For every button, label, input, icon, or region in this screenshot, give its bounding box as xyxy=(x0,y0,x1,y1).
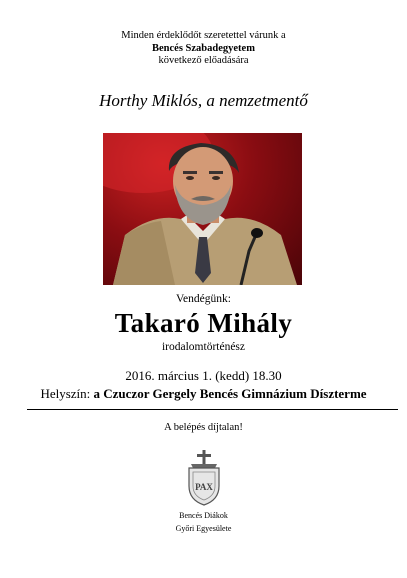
guest-role: irodalomtörténész xyxy=(161,341,246,353)
place-label: Helyszín: xyxy=(40,386,91,401)
entry-note: A belépés díjtalan! xyxy=(164,422,243,433)
place-name: a Czuczor Gergely Bencés Gimnázium Díszterme xyxy=(93,386,367,401)
event-date: 2016. március 1. (kedd) 18.30 xyxy=(125,368,282,383)
guest-name: Takaró Mihály xyxy=(114,308,293,338)
invitation-text xyxy=(0,30,407,68)
organizer-logo xyxy=(185,450,223,506)
guest-label: Vendégünk: xyxy=(176,293,231,305)
lecture-title: Horthy Miklós, a nemzetmentő xyxy=(99,91,308,110)
invitation-line-1: Minden érdeklődőt szeretettel várunk a xyxy=(121,30,286,41)
divider-line xyxy=(27,409,398,410)
organizer-line-2: Győri Egyesülete xyxy=(175,524,232,533)
speaker-photo xyxy=(103,133,302,285)
invitation-line-3: következő előadására xyxy=(158,55,249,66)
invitation-line-2: Bencés Szabadegyetem xyxy=(152,42,255,54)
organizer-line-1: Bencés Diákok xyxy=(179,511,228,520)
organizer-name xyxy=(0,509,407,535)
logo-pax-text: PAX xyxy=(195,482,213,492)
event-place xyxy=(0,386,407,402)
